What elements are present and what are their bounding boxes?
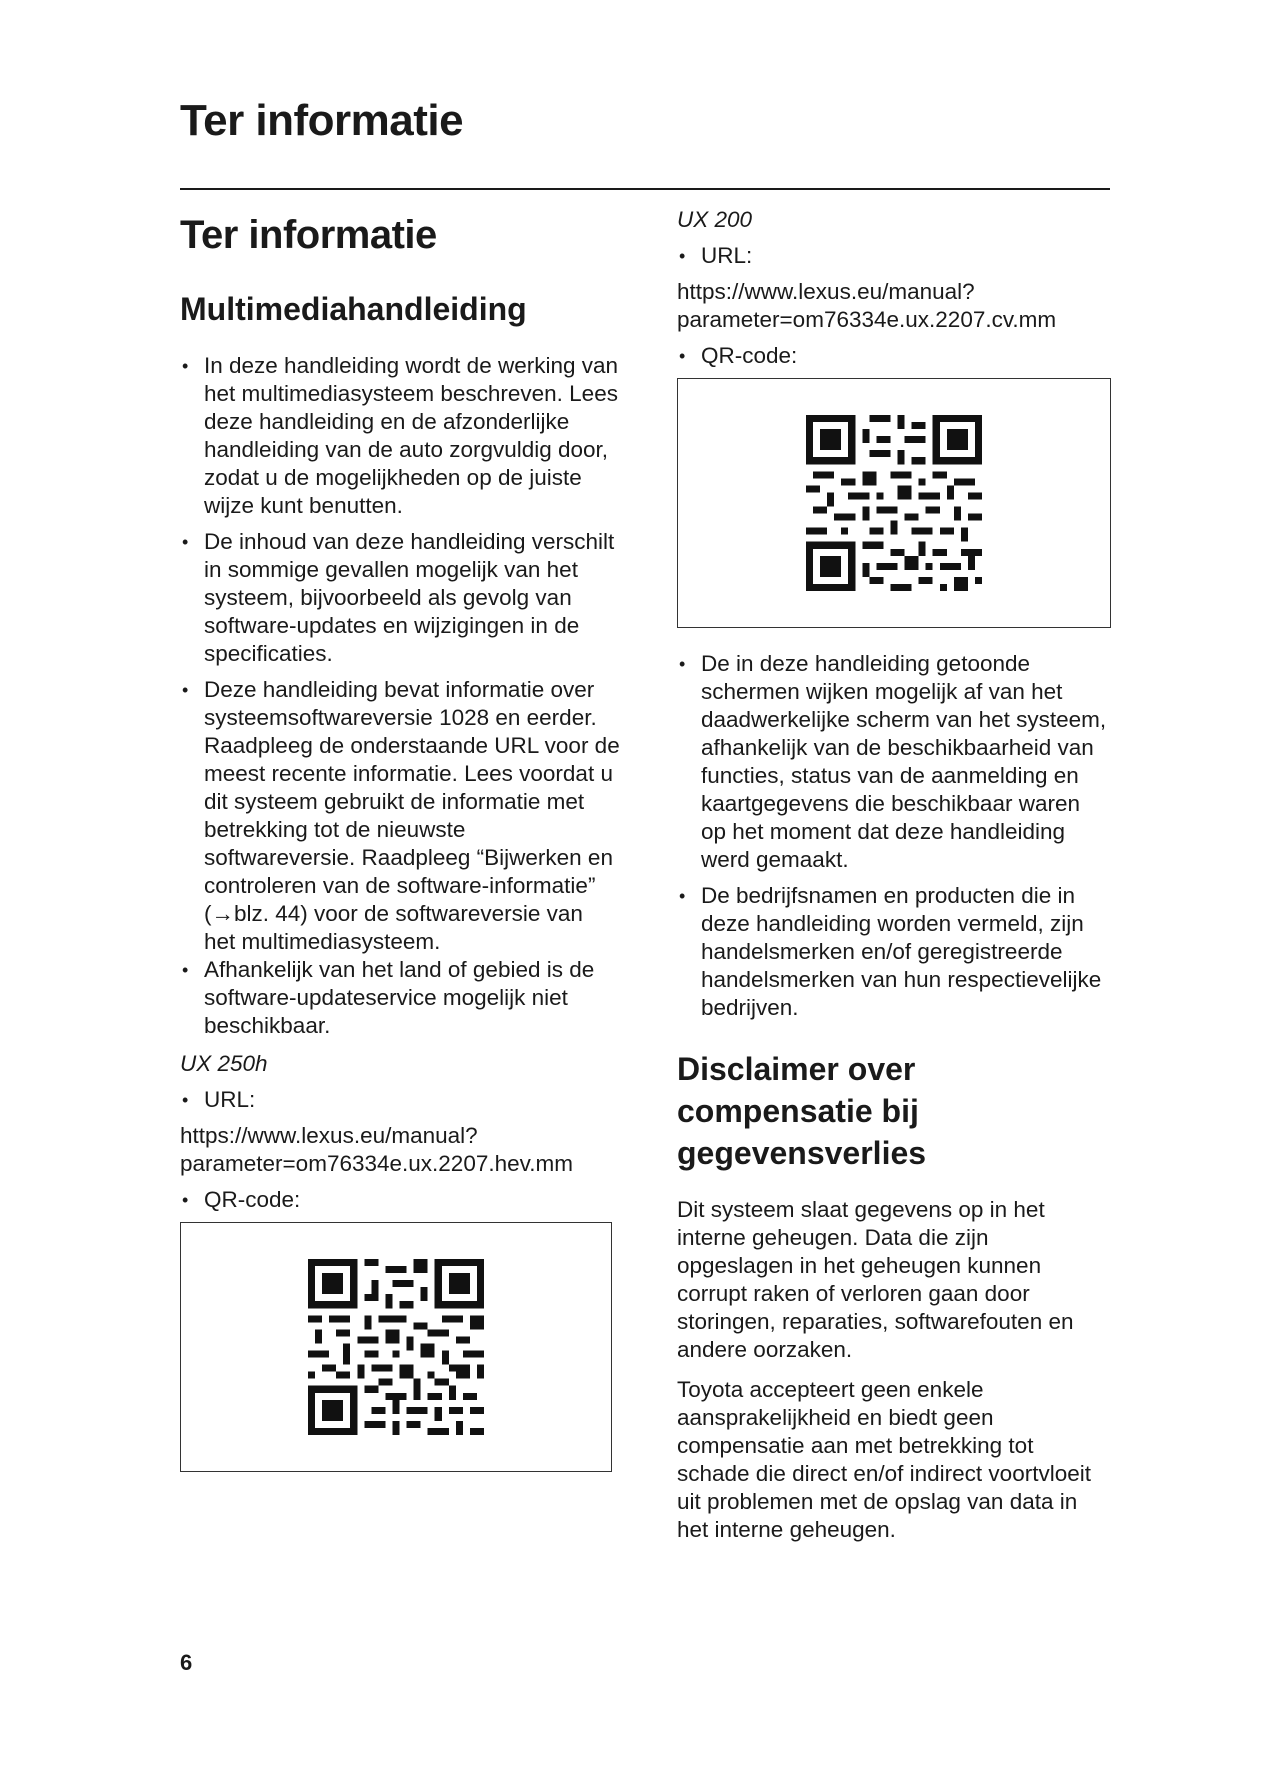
- list-item: • De in deze handleiding getoonde schermen wijken mogelijk af van het daadwerkelijke scherm van het systeem, afhankelijk van de beschikbaarheid van functies, status van de aanmelding en kaartgegevens die beschikbaar waren op het moment dat deze handleiding werd gemaakt.: [677, 650, 1111, 874]
- page-number: 6: [180, 1650, 193, 1675]
- model-label-ux200: UX 200: [677, 207, 753, 232]
- disclaimer-paragraph: Dit systeem slaat gegevens op in het interne geheugen. Data die zijn opgeslagen in het geheugen kunnen corrupt raken of verloren gaan door storingen, reparaties, softwarefouten en andere oorzaken.: [677, 1197, 1074, 1362]
- left-column: [180, 200, 620, 1472]
- screen-info-bullet-list: [677, 650, 1111, 1022]
- disclaimer-title: Disclaimer over compensatie bij gegevensverlies: [677, 1051, 927, 1171]
- qr-bullet: [677, 342, 1111, 370]
- url-bullet: [677, 242, 1111, 270]
- qr-code-box-ux250h: [180, 1222, 612, 1472]
- url-line[interactable]: https://www.lexus.eu/manual?: [677, 279, 975, 304]
- header-divider: [180, 188, 1110, 190]
- url-label: • URL:: [677, 242, 1111, 270]
- right-column: [677, 206, 1111, 1544]
- url-bullet: [180, 1086, 620, 1114]
- url-line[interactable]: https://www.lexus.eu/manual?: [180, 1123, 478, 1148]
- list-item: • Deze handleiding bevat informatie over systeemsoftwareversie 1028 en eerder. Raadpleeg de onderstaande URL voor de meest recente informatie. Lees voordat u dit systeem gebruikt de informatie met betrekking tot de nieuwste softwareversie. Raadpleeg “Bijwerken en controleren van de software-informatie” (→blz. 44) voor de softwareversie van het multimediasysteem.: [180, 676, 620, 956]
- qr-bullet: [180, 1186, 620, 1214]
- qr-label: • QR-code:: [180, 1186, 620, 1214]
- multimedia-bullet-list: [180, 352, 620, 1040]
- qr-label: • QR-code:: [677, 342, 1111, 370]
- disclaimer-paragraph: Toyota accepteert geen enkele aansprakelijkheid en biedt geen compensatie aan met betrekking tot schade die direct en/of indirect voortvloeit uit problemen met de opslag van data in het interne geheugen.: [677, 1377, 1091, 1542]
- url-line[interactable]: parameter=om76334e.ux.2207.hev.mm: [180, 1151, 573, 1176]
- subsection-title: Multimediahandleiding: [180, 291, 527, 327]
- section-title: Ter informatie: [180, 213, 437, 257]
- list-item: • In deze handleiding wordt de werking van het multimediasysteem beschreven. Lees deze handleiding en de afzonderlijke handleiding van de auto zorgvuldig door, zodat u de mogelijkheden op de juiste wijze kunt benutten.: [180, 352, 620, 520]
- model-label-ux250h: UX 250h: [180, 1051, 268, 1076]
- list-item: • Afhankelijk van het land of gebied is de software-updateservice mogelijk niet beschikbaar.: [180, 956, 620, 1040]
- list-item: • De inhoud van deze handleiding verschilt in sommige gevallen mogelijk van het systeem, bijvoorbeeld als gevolg van software-updates en wijzigingen in de specificaties.: [180, 528, 620, 668]
- qr-code-icon[interactable]: [308, 1259, 484, 1435]
- list-item: • De bedrijfsnamen en producten die in deze handleiding worden vermeld, zijn handelsmerken en/of geregistreerde handelsmerken van hun respectievelijke bedrijven.: [677, 882, 1111, 1022]
- qr-code-box-ux200: [677, 378, 1111, 628]
- qr-code-icon[interactable]: [806, 415, 982, 591]
- page-header-title: Ter informatie: [180, 96, 464, 145]
- url-line[interactable]: parameter=om76334e.ux.2207.cv.mm: [677, 307, 1057, 332]
- url-label: • URL:: [180, 1086, 620, 1114]
